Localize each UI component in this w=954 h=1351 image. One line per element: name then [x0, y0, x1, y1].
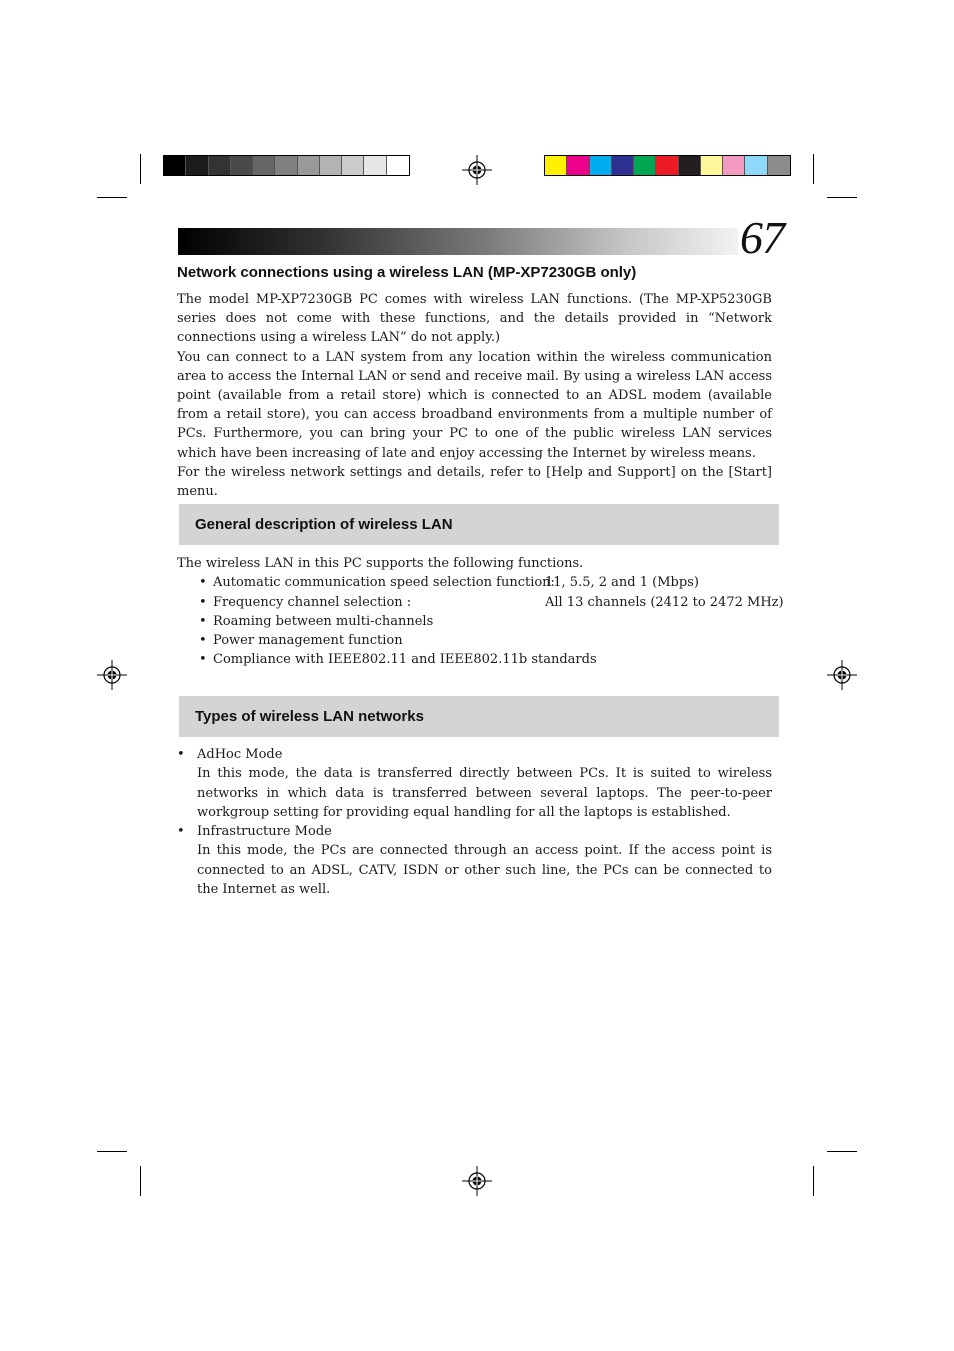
mode-description: In this mode, the PCs are connected through an access point. If the access point is connected to an ADSL, CATV, ISDN or other such line, the PCs can be connected to the Internet as well. [197, 843, 772, 898]
feature-value: All 13 channels (2412 to 2472 MHz) [545, 594, 784, 610]
crop-mark [97, 1151, 127, 1152]
registration-mark-icon [462, 155, 492, 185]
color-swatch [209, 156, 231, 175]
feature-label: Compliance with IEEE802.11 and IEEE802.11b standards [213, 652, 597, 668]
registration-mark-icon [827, 660, 857, 690]
list-item [177, 745, 772, 764]
general-lead: The wireless LAN in this PC supports the following functions. [177, 556, 584, 571]
gray-calibration-strip [163, 155, 410, 176]
crop-mark [827, 1151, 857, 1152]
bullet-icon: • [199, 594, 207, 610]
crop-mark [827, 197, 857, 198]
color-swatch [679, 156, 701, 175]
intro-paragraph: For the wireless network settings and details, refer to [Help and Support] on the [Start] menu. [177, 464, 772, 500]
feature-value: 11, 5.5, 2 and 1 (Mbps) [545, 575, 699, 591]
list-item [177, 631, 772, 650]
color-swatch [745, 156, 767, 175]
page-heading: Network connections using a wireless LAN (MP-XP7230GB only) [177, 264, 637, 281]
page-number: 67 [740, 212, 784, 263]
feature-label: Roaming between multi-channels [213, 613, 434, 629]
color-swatch [634, 156, 656, 175]
color-swatch [364, 156, 386, 175]
color-swatch [164, 156, 186, 175]
mode-name: AdHoc Mode [197, 747, 283, 762]
feature-label: Frequency channel selection : [213, 594, 412, 610]
general-text [177, 554, 784, 670]
mode-name: Infrastructure Mode [197, 824, 332, 840]
color-swatch [656, 156, 678, 175]
color-swatch [387, 156, 409, 175]
color-swatch [342, 156, 364, 175]
crop-mark [813, 1166, 814, 1196]
section-title: Types of wireless LAN networks [195, 708, 424, 725]
feature-label: Automatic communication speed selection function: [213, 575, 555, 591]
list-item [177, 573, 772, 592]
color-swatch [253, 156, 275, 175]
intro-text [177, 290, 772, 501]
color-swatch [567, 156, 589, 175]
bullet-icon: • [177, 824, 185, 840]
crop-mark [813, 154, 814, 184]
list-item [177, 593, 784, 612]
intro-paragraph: You can connect to a LAN system from any location within the wireless communication area to access the Internal LAN or send and receive mail. By using a wireless LAN access point (available from a retail store) which is connected to an ADSL modem (available from a retail store), you can access broadband environments from a multiple number of PCs. Furthermore, you can bring your PC to one of the public wireless LAN services which have been increasing of late and enjoy accessing the Internet by wireless means. [177, 349, 772, 461]
registration-mark-icon [97, 660, 127, 690]
color-swatch [275, 156, 297, 175]
mode-description: In this mode, the data is transferred directly between PCs. It is suited to wireless networks in which data is transferred between several laptops. The peer-to-peer workgroup setting for providing equal handling for all the laptops is established. [197, 766, 772, 820]
color-swatch [231, 156, 253, 175]
bullet-icon: • [199, 633, 207, 649]
list-item [177, 822, 772, 841]
section-header-types [179, 696, 779, 737]
color-swatch [545, 156, 567, 175]
color-swatch [723, 156, 745, 175]
registration-mark-icon [462, 1166, 492, 1196]
section-title: General description of wireless LAN [195, 516, 453, 533]
crop-mark [97, 197, 127, 198]
header-gradient-bar [178, 228, 738, 255]
crop-mark [140, 154, 141, 184]
color-swatch [186, 156, 208, 175]
bullet-icon: • [199, 575, 207, 591]
intro-paragraph: The model MP-XP7230GB PC comes with wireless LAN functions. (The MP-XP5230GB series does not come with these functions, and the details provided in “Network connections using a wireless LAN” do not apply.) [177, 292, 772, 346]
color-swatch [298, 156, 320, 175]
bullet-icon: • [199, 613, 207, 629]
bullet-icon: • [177, 747, 185, 762]
color-swatch [590, 156, 612, 175]
color-swatch [768, 156, 790, 175]
color-calibration-strip [544, 155, 791, 176]
list-item [177, 650, 772, 669]
color-swatch [320, 156, 342, 175]
network-modes [177, 745, 772, 899]
color-swatch [612, 156, 634, 175]
color-swatch [701, 156, 723, 175]
feature-label: Power management function [213, 633, 403, 649]
bullet-icon: • [199, 652, 207, 668]
crop-mark [140, 1166, 141, 1196]
list-item [177, 612, 772, 631]
feature-list [177, 573, 784, 669]
section-header-general [179, 504, 779, 545]
